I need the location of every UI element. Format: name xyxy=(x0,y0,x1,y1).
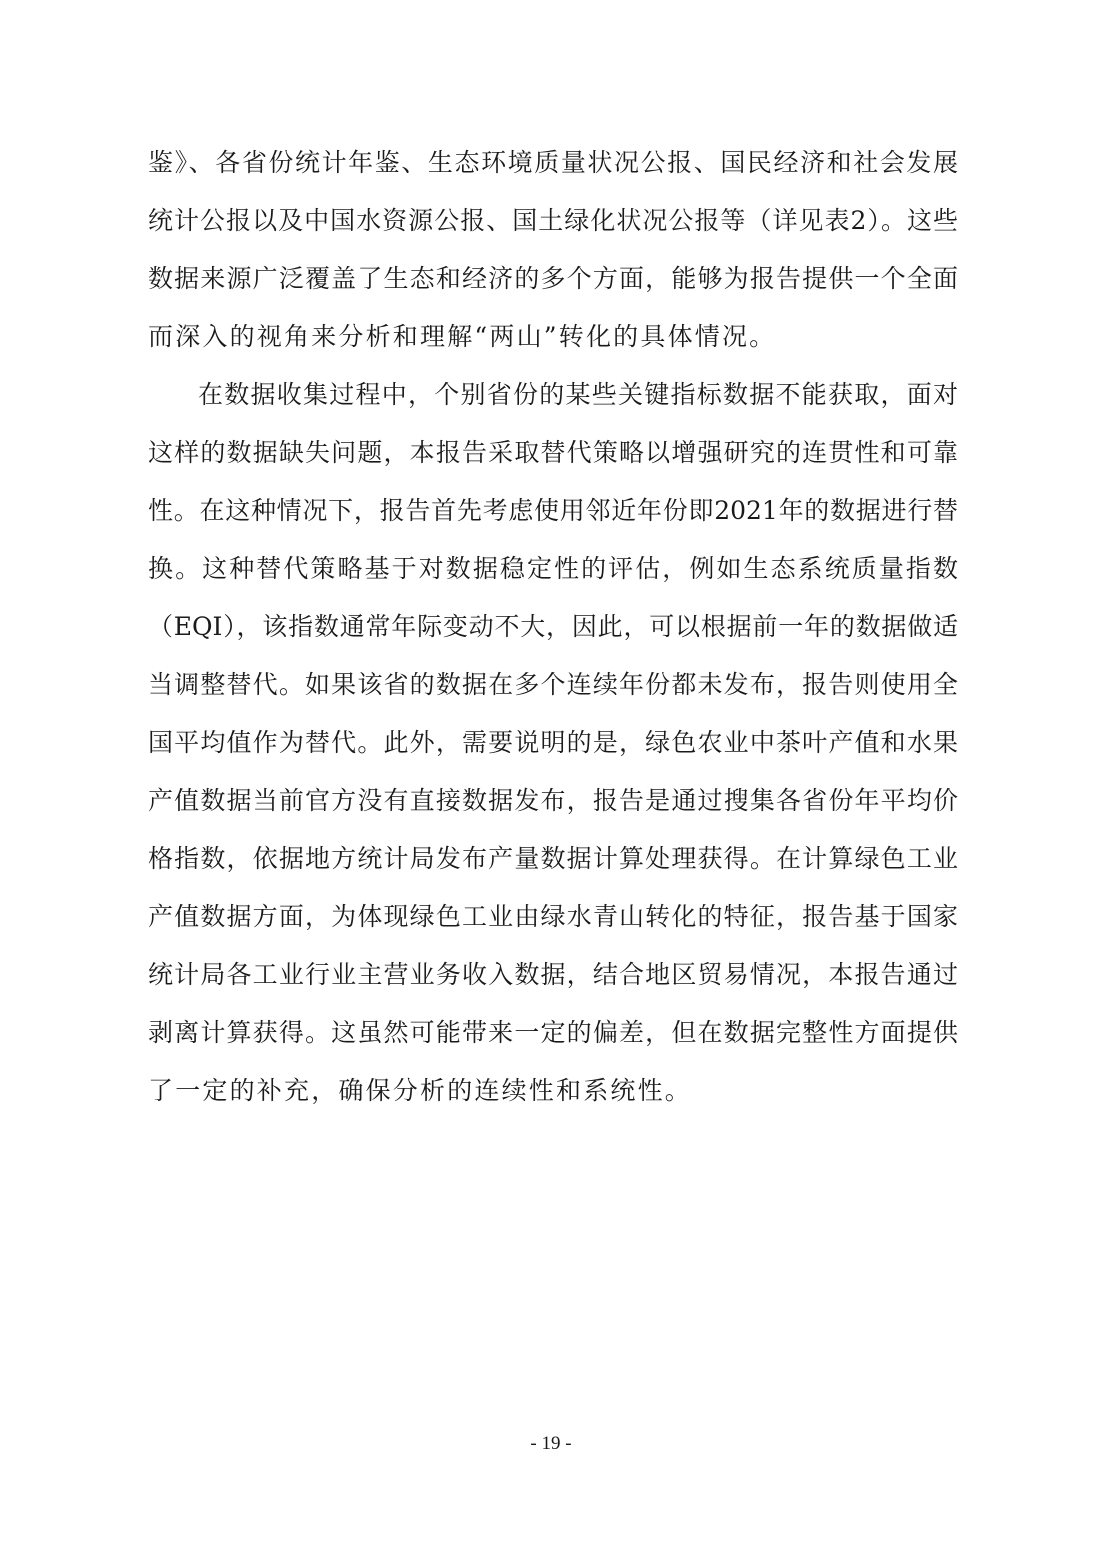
text-line: 这样的数据缺失问题，本报告采取替代策略以增强研究的连贯性和可靠 xyxy=(148,438,958,467)
text-line: 产值数据当前官方没有直接数据发布，报告是通过搜集各省份年平均价 xyxy=(148,786,958,815)
text-line: 统计局各工业行业主营业务收入数据，结合地区贸易情况，本报告通过 xyxy=(148,960,958,989)
text-line: 统计公报以及中国水资源公报、国土绿化状况公报等（详见表2）。这些 xyxy=(148,206,958,235)
text-line: 格指数，依据地方统计局发布产量数据计算处理获得。在计算绿色工业 xyxy=(148,844,958,873)
text-line: 剥离计算获得。这虽然可能带来一定的偏差，但在数据完整性方面提供 xyxy=(148,1018,958,1047)
text-line: 产值数据方面，为体现绿色工业由绿水青山转化的特征，报告基于国家 xyxy=(148,902,958,931)
page-number: - 19 - xyxy=(530,1433,572,1454)
body-text xyxy=(148,140,958,1126)
text-line: 性。在这种情况下，报告首先考虑使用邻近年份即2021年的数据进行替 xyxy=(148,496,958,525)
text-line: 鉴》、各省份统计年鉴、生态环境质量状况公报、国民经济和社会发展 xyxy=(148,148,958,177)
text-line: （EQI），该指数通常年际变动不大，因此，可以根据前一年的数据做适 xyxy=(148,612,958,641)
text-line: 当调整替代。如果该省的数据在多个连续年份都未发布，报告则使用全 xyxy=(148,670,958,699)
text-line: 数据来源广泛覆盖了生态和经济的多个方面，能够为报告提供一个全面 xyxy=(148,264,958,293)
text-line: 换。这种替代策略基于对数据稳定性的评估，例如生态系统质量指数 xyxy=(148,554,958,583)
text-line: 在数据收集过程中，个别省份的某些关键指标数据不能获取，面对 xyxy=(198,380,958,409)
text-line: 而深入的视角来分析和理解“两山”转化的具体情况。 xyxy=(148,322,777,351)
paragraph-2 xyxy=(148,372,958,1126)
text-line: 了一定的补充，确保分析的连续性和系统性。 xyxy=(148,1076,693,1105)
paragraph-1 xyxy=(148,140,958,372)
text-line: 国平均值作为替代。此外，需要说明的是，绿色农业中茶叶产值和水果 xyxy=(148,728,958,757)
